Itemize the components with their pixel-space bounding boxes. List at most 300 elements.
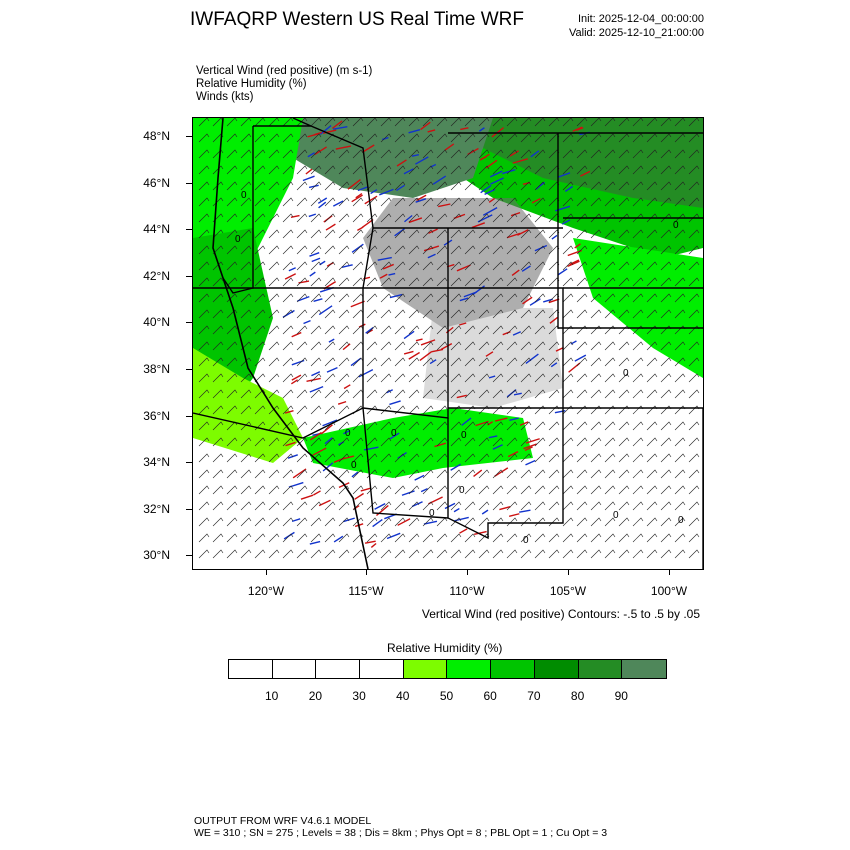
wind-barb bbox=[255, 550, 265, 558]
wind-barb bbox=[507, 406, 517, 414]
colorbar-swatch bbox=[622, 660, 666, 678]
wind-barb bbox=[255, 534, 265, 542]
wind-barb bbox=[255, 502, 265, 510]
wind-barb bbox=[297, 198, 307, 206]
wind-barb bbox=[661, 390, 671, 398]
wind-barb bbox=[325, 486, 335, 494]
colorbar-swatch bbox=[360, 660, 404, 678]
wind-barb bbox=[353, 262, 363, 270]
vertical-wind-streak bbox=[373, 520, 383, 527]
wind-barb bbox=[633, 454, 643, 462]
lat-tick bbox=[186, 416, 192, 417]
wind-barb bbox=[339, 470, 349, 478]
wind-barb bbox=[535, 454, 545, 462]
wind-barb bbox=[283, 390, 293, 398]
wind-barb bbox=[311, 278, 321, 286]
wind-barb bbox=[493, 486, 503, 494]
wind-barb bbox=[353, 214, 363, 222]
wind-barb bbox=[451, 534, 461, 542]
wind-barb bbox=[633, 342, 643, 350]
wind-barb bbox=[269, 534, 279, 542]
wind-barb bbox=[591, 438, 601, 446]
wind-barb bbox=[465, 550, 475, 558]
colorbar-swatch bbox=[404, 660, 448, 678]
vertical-wind-streak bbox=[459, 529, 467, 533]
vertical-wind-streak bbox=[482, 510, 488, 514]
wind-barb bbox=[493, 518, 503, 526]
wind-barb bbox=[647, 422, 657, 430]
wind-barb bbox=[213, 534, 223, 542]
wind-barb bbox=[633, 470, 643, 478]
wind-barb bbox=[283, 342, 293, 350]
colorbar-swatch bbox=[316, 660, 360, 678]
wind-barb bbox=[353, 230, 363, 238]
field-label-vertical-wind: Vertical Wind (red positive) (m s-1) bbox=[196, 65, 373, 77]
wind-barb bbox=[577, 534, 587, 542]
wind-barb bbox=[689, 390, 699, 398]
wind-barb bbox=[409, 310, 419, 318]
wind-barb bbox=[633, 502, 643, 510]
wind-barb bbox=[675, 422, 685, 430]
vertical-wind-streak bbox=[375, 504, 386, 510]
wind-barb bbox=[241, 550, 251, 558]
wind-barb bbox=[549, 438, 559, 446]
wind-barb bbox=[437, 550, 447, 558]
lon-label: 115°W bbox=[348, 584, 384, 598]
wind-barb bbox=[675, 550, 685, 558]
vertical-wind-streak bbox=[402, 491, 415, 495]
wind-barb bbox=[269, 470, 279, 478]
field-label-relative-humidity: Relative Humidity (%) bbox=[196, 78, 307, 90]
wind-barb bbox=[339, 310, 349, 318]
wind-barb bbox=[199, 470, 209, 478]
vertical-wind-streak bbox=[313, 491, 320, 495]
wind-barb bbox=[591, 550, 601, 558]
lat-label: 32°N bbox=[143, 501, 170, 516]
wind-barb bbox=[661, 470, 671, 478]
wind-barb bbox=[311, 358, 321, 366]
wind-barb bbox=[269, 246, 279, 254]
wind-barb bbox=[577, 326, 587, 334]
wind-barb bbox=[521, 406, 531, 414]
vertical-wind-streak bbox=[359, 370, 373, 377]
wind-barb bbox=[451, 470, 461, 478]
wind-barb bbox=[563, 422, 573, 430]
wind-barb bbox=[381, 550, 391, 558]
lat-label: 48°N bbox=[143, 129, 170, 143]
wind-barb bbox=[339, 294, 349, 302]
vertical-wind-streak bbox=[304, 321, 311, 324]
vertical-wind-streak bbox=[293, 469, 306, 478]
wind-barb bbox=[591, 390, 601, 398]
wind-barb bbox=[647, 406, 657, 414]
wind-barb bbox=[353, 550, 363, 558]
wind-barb bbox=[605, 342, 615, 350]
wind-barb bbox=[661, 502, 671, 510]
wind-barb bbox=[423, 550, 433, 558]
wind-barb bbox=[353, 374, 363, 382]
wind-barb bbox=[409, 486, 419, 494]
contour-zero-label: 0 bbox=[613, 510, 619, 521]
wind-barb bbox=[269, 518, 279, 526]
contour-zero-label: 0 bbox=[235, 234, 241, 245]
wind-barb bbox=[605, 470, 615, 478]
colorbar-swatch bbox=[273, 660, 317, 678]
wind-barb bbox=[563, 342, 573, 350]
wind-barb bbox=[339, 278, 349, 286]
wind-barb bbox=[297, 342, 307, 350]
wind-barb bbox=[605, 502, 615, 510]
wind-barb bbox=[689, 486, 699, 494]
wind-barb bbox=[479, 550, 489, 558]
vertical-wind-streak bbox=[307, 378, 321, 381]
vertical-wind-streak bbox=[404, 331, 414, 338]
wind-barb bbox=[311, 518, 321, 526]
wind-barb bbox=[297, 486, 307, 494]
wind-barb bbox=[605, 358, 615, 366]
wind-barb bbox=[689, 422, 699, 430]
lat-label: 30°N bbox=[143, 548, 170, 563]
colorbar-label: 90 bbox=[614, 689, 628, 703]
lon-tick bbox=[568, 569, 569, 575]
wind-barb bbox=[437, 518, 447, 526]
vertical-wind-streak bbox=[389, 401, 400, 405]
wind-barb bbox=[675, 390, 685, 398]
vertical-wind-streak bbox=[519, 510, 530, 512]
wind-barb bbox=[325, 310, 335, 318]
wind-barb bbox=[199, 486, 209, 494]
wind-barb bbox=[507, 470, 517, 478]
vertical-wind-streak bbox=[509, 514, 519, 517]
wind-barb bbox=[661, 358, 671, 366]
wind-barb bbox=[339, 406, 349, 414]
wind-barb bbox=[605, 550, 615, 558]
colorbar-swatch bbox=[579, 660, 623, 678]
wind-barb bbox=[297, 550, 307, 558]
wind-barb bbox=[353, 326, 363, 334]
wind-barb bbox=[283, 294, 293, 302]
lat-label: 38°N bbox=[143, 362, 170, 376]
wind-barb bbox=[507, 518, 517, 526]
wind-barb bbox=[465, 534, 475, 542]
lon-tick bbox=[266, 569, 267, 575]
wind-barb bbox=[689, 454, 699, 462]
wind-barb bbox=[409, 358, 419, 366]
wind-barb bbox=[297, 502, 307, 510]
wind-barb bbox=[325, 326, 335, 334]
contour-zero-label: 0 bbox=[345, 428, 351, 439]
map-panel bbox=[192, 117, 704, 570]
vertical-wind-streak bbox=[495, 468, 508, 476]
wind-barb bbox=[647, 358, 657, 366]
vertical-wind-streak bbox=[424, 521, 437, 524]
wind-barb bbox=[353, 310, 363, 318]
vertical-wind-streak bbox=[312, 258, 320, 261]
wind-barb bbox=[325, 246, 335, 254]
vertical-wind-streak bbox=[365, 541, 376, 543]
lat-label: 42°N bbox=[143, 268, 170, 283]
lat-tick bbox=[186, 229, 192, 230]
wind-barb bbox=[423, 534, 433, 542]
wind-barb bbox=[493, 534, 503, 542]
wind-barb bbox=[591, 502, 601, 510]
wind-barb bbox=[339, 358, 349, 366]
wind-barb bbox=[591, 470, 601, 478]
plot-title: IWFAQRP Western US Real Time WRF bbox=[190, 9, 524, 30]
wind-barb bbox=[619, 534, 629, 542]
wind-barb bbox=[479, 486, 489, 494]
wind-barb bbox=[255, 486, 265, 494]
wind-barb bbox=[409, 374, 419, 382]
wind-barb bbox=[395, 326, 405, 334]
wind-barb bbox=[577, 470, 587, 478]
wind-barb bbox=[451, 550, 461, 558]
wind-barb bbox=[199, 454, 209, 462]
lon-label: 120°W bbox=[247, 584, 285, 598]
colorbar-label: 40 bbox=[396, 689, 410, 703]
wind-barb bbox=[199, 502, 209, 510]
vertical-wind-streak bbox=[309, 214, 316, 216]
wind-barb bbox=[591, 422, 601, 430]
wind-barb bbox=[465, 182, 475, 190]
wind-barb bbox=[619, 518, 629, 526]
wind-barb bbox=[395, 486, 405, 494]
wind-barb bbox=[367, 390, 377, 398]
wind-barb bbox=[605, 406, 615, 414]
wind-barb bbox=[577, 374, 587, 382]
wind-barb bbox=[367, 278, 377, 286]
wind-barb bbox=[507, 550, 517, 558]
wind-barb bbox=[325, 230, 335, 238]
wind-barb bbox=[325, 294, 335, 302]
wind-barb bbox=[605, 534, 615, 542]
valid-time: Valid: 2025-12-10_21:00:00 bbox=[569, 27, 704, 39]
colorbar bbox=[228, 659, 667, 679]
vertical-wind-streak bbox=[404, 351, 413, 354]
vertical-wind-streak bbox=[552, 235, 557, 239]
wind-barb bbox=[297, 454, 307, 462]
wind-barb bbox=[269, 230, 279, 238]
wind-barb bbox=[633, 518, 643, 526]
wind-barb bbox=[227, 518, 237, 526]
wind-barb bbox=[577, 438, 587, 446]
wind-barb bbox=[297, 246, 307, 254]
wind-barb bbox=[255, 518, 265, 526]
wind-barb bbox=[521, 502, 531, 510]
wind-barb bbox=[269, 294, 279, 302]
wind-barb bbox=[577, 422, 587, 430]
colorbar-label: 70 bbox=[527, 689, 541, 703]
wind-barb bbox=[563, 438, 573, 446]
wind-barb bbox=[689, 534, 699, 542]
wind-barb bbox=[297, 262, 307, 270]
wind-barb bbox=[283, 246, 293, 254]
wind-barb bbox=[675, 406, 685, 414]
wind-barb bbox=[367, 550, 377, 558]
wind-barb bbox=[269, 502, 279, 510]
vertical-wind-streak bbox=[344, 385, 350, 389]
contour-zero-label: 0 bbox=[241, 190, 247, 201]
lat-label: 34°N bbox=[143, 455, 170, 470]
wind-barb bbox=[381, 502, 391, 510]
lat-label: 40°N bbox=[143, 315, 170, 330]
wind-barb bbox=[297, 422, 307, 430]
wind-barb bbox=[619, 454, 629, 462]
wind-barb bbox=[395, 310, 405, 318]
lat-tick bbox=[186, 509, 192, 510]
wind-barb bbox=[605, 390, 615, 398]
wind-barb bbox=[689, 470, 699, 478]
wind-barb bbox=[311, 246, 321, 254]
wind-barb bbox=[619, 470, 629, 478]
wind-barb bbox=[339, 390, 349, 398]
wind-barb bbox=[577, 342, 587, 350]
wind-barb bbox=[633, 358, 643, 366]
contour-zero-label: 0 bbox=[461, 430, 467, 441]
wind-barb bbox=[213, 470, 223, 478]
wind-barb bbox=[381, 374, 391, 382]
wind-barb bbox=[227, 502, 237, 510]
contour-zero-label: 0 bbox=[391, 428, 397, 439]
wind-barb bbox=[227, 534, 237, 542]
vertical-wind-streak bbox=[301, 495, 313, 499]
wind-barb bbox=[619, 502, 629, 510]
wind-barb bbox=[213, 550, 223, 558]
wind-barb bbox=[591, 374, 601, 382]
wind-barb bbox=[661, 550, 671, 558]
wind-barb bbox=[535, 518, 545, 526]
wind-barb bbox=[283, 278, 293, 286]
wind-barb bbox=[339, 214, 349, 222]
wind-barb bbox=[395, 502, 405, 510]
wind-barb bbox=[339, 550, 349, 558]
lon-tick bbox=[467, 569, 468, 575]
wind-barb bbox=[325, 358, 335, 366]
wind-barb bbox=[381, 310, 391, 318]
vertical-wind-streak bbox=[314, 299, 323, 301]
wind-barb bbox=[507, 534, 517, 542]
wind-barb bbox=[297, 374, 307, 382]
wind-barb bbox=[381, 390, 391, 398]
wind-barb bbox=[549, 486, 559, 494]
contour-zero-label: 0 bbox=[351, 460, 357, 471]
wind-barb bbox=[381, 518, 391, 526]
colorbar-title: Relative Humidity (%) bbox=[387, 641, 503, 655]
wind-barb bbox=[661, 438, 671, 446]
wind-barb bbox=[535, 422, 545, 430]
wind-barb bbox=[269, 486, 279, 494]
wind-barb bbox=[381, 486, 391, 494]
wind-barb bbox=[199, 534, 209, 542]
wind-barb bbox=[577, 390, 587, 398]
wind-barb bbox=[549, 534, 559, 542]
wind-barb bbox=[689, 518, 699, 526]
lon-label: 105°W bbox=[549, 584, 587, 598]
wind-barb bbox=[339, 246, 349, 254]
wind-barb bbox=[297, 406, 307, 414]
wind-barb bbox=[325, 262, 335, 270]
wind-barb bbox=[283, 486, 293, 494]
wind-barb bbox=[367, 310, 377, 318]
contour-zero-label: 0 bbox=[678, 515, 684, 526]
wind-barb bbox=[563, 326, 573, 334]
wind-barb bbox=[633, 550, 643, 558]
wind-barb bbox=[577, 294, 587, 302]
footer-config: WE = 310 ; SN = 275 ; Levels = 38 ; Dis = 8km ; Phys Opt = 8 ; PBL Opt = 1 ; Cu Opt = 3 bbox=[194, 827, 608, 839]
wind-barb bbox=[353, 294, 363, 302]
wind-barb bbox=[241, 518, 251, 526]
wind-barb bbox=[689, 438, 699, 446]
wind-barb bbox=[661, 518, 671, 526]
vertical-wind-streak bbox=[327, 368, 337, 373]
wind-barb bbox=[577, 406, 587, 414]
wind-barb bbox=[241, 534, 251, 542]
wind-barb bbox=[563, 246, 573, 254]
contour-zero-label: 0 bbox=[429, 508, 435, 519]
wind-barb bbox=[605, 454, 615, 462]
wind-barb bbox=[563, 550, 573, 558]
wind-barb bbox=[675, 486, 685, 494]
wind-barb bbox=[591, 310, 601, 318]
vertical-wind-streak bbox=[454, 509, 459, 512]
colorbar-label: 80 bbox=[570, 689, 585, 703]
wind-barb bbox=[633, 422, 643, 430]
vertical-wind-streak bbox=[357, 227, 363, 230]
wind-barb bbox=[633, 390, 643, 398]
vertical-wind-streak bbox=[575, 355, 586, 361]
wind-barb bbox=[591, 518, 601, 526]
wind-barb bbox=[465, 502, 475, 510]
vertical-wind-streak bbox=[416, 339, 423, 341]
wind-barb bbox=[213, 454, 223, 462]
colorbar-label: 30 bbox=[352, 689, 366, 703]
wind-barb bbox=[367, 358, 377, 366]
wind-barb bbox=[563, 230, 573, 238]
wind-barb bbox=[311, 230, 321, 238]
wind-barb bbox=[269, 374, 279, 382]
wind-barb bbox=[591, 406, 601, 414]
wind-barb bbox=[269, 342, 279, 350]
wind-barb bbox=[577, 454, 587, 462]
vertical-wind-streak bbox=[409, 352, 420, 359]
wind-barb bbox=[647, 438, 657, 446]
wind-barb bbox=[367, 486, 377, 494]
vertical-wind-streak bbox=[555, 411, 565, 413]
wind-barb bbox=[213, 518, 223, 526]
colorbar-label: 10 bbox=[265, 689, 279, 703]
wind-barb bbox=[269, 262, 279, 270]
wind-barb bbox=[689, 502, 699, 510]
wind-barb bbox=[591, 342, 601, 350]
wind-barb bbox=[689, 550, 699, 558]
wind-barb bbox=[283, 502, 293, 510]
wind-barb bbox=[535, 294, 545, 302]
wind-barb bbox=[605, 438, 615, 446]
wind-barb bbox=[619, 486, 629, 494]
wind-barb bbox=[395, 550, 405, 558]
lat-tick bbox=[186, 462, 192, 463]
wind-barb bbox=[619, 422, 629, 430]
wind-barb bbox=[199, 550, 209, 558]
wind-barb bbox=[563, 470, 573, 478]
wind-barb bbox=[521, 486, 531, 494]
vertical-wind-streak bbox=[309, 253, 319, 257]
vertical-wind-streak bbox=[558, 269, 567, 275]
wind-barb bbox=[619, 550, 629, 558]
vertical-wind-streak bbox=[292, 360, 304, 364]
wind-barb bbox=[633, 486, 643, 494]
wind-barb bbox=[577, 486, 587, 494]
